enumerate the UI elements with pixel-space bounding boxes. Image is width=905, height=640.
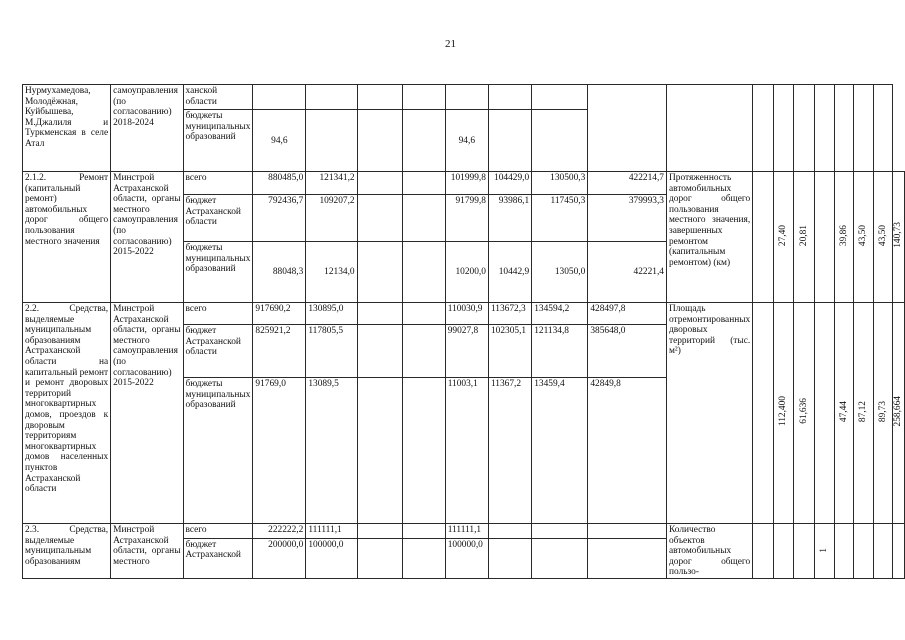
amount-cell: 379993,3 [588,195,667,242]
indicator-value [753,303,773,524]
funding-source: бюджеты муниципальных образований [183,110,253,172]
measure-name: 2.1.2. Ремонт (капитальный ремонт) автомобильных дорог общего пользования местного значения [23,172,111,303]
indicator-text: Площадь отремонтированных дворовых территорий (тыс. м²) [668,304,751,357]
indicator-description: Количество объектов автомобильных дорог общего пользо- [666,524,752,579]
page-number: 21 [445,38,456,50]
indicator-value: 112,400 [773,303,794,524]
amount-cell [588,538,667,578]
amount-cell: 134594,2 [532,303,588,325]
indicator-value: 39,86 [835,172,854,303]
amount-cell: 11367,2 [488,378,531,524]
amount-cell [357,378,402,524]
amount-cell [402,325,445,378]
amount-cell [402,378,445,524]
amount-cell: 91799,8 [445,195,488,242]
amount-cell: 13050,0 [532,242,588,303]
indicator-value [753,172,773,303]
amount-cell: 113672,3 [488,303,531,325]
amount-total: 222222,2 [253,524,306,539]
amount-cell [488,538,531,578]
measure-name: 2.2. Средства, выделяемые муниципальным образованиям Астраханской области на капитальный ремонт и ремонт дворовых территорий многоквартирных домов, проездов к дворовым территориям многоквартирных домов населенных пунктов Астраханской области [23,303,111,524]
indicator-value: 20,81 [794,172,815,303]
indicator-value: 87,12 [854,303,874,524]
indicator-description: Протяженность автомобильных дорог общего пользования местного значения, завершенных ремонтом (капитальным ремонтом) (км) [666,172,752,303]
funding-source: бюджет Астраханской области [183,195,253,242]
funding-source: ханской области [183,85,253,110]
amount-cell: 42221,4 [588,242,667,303]
amount-cell [402,524,445,539]
measure-name: Нурмухамедова, Молодёжная, Куйбышева, М.Джалиля и Туркменская в селе Атал [23,85,111,172]
table-row [23,303,905,325]
amount-cell: 121134,8 [532,325,588,378]
indicator-value [773,524,794,579]
amount-cell: 10442,9 [488,242,531,303]
funding-source: всего [183,303,253,325]
amount-cell: 12134,0 [306,242,357,303]
amount-cell: 385648,0 [588,325,667,378]
amount-cell: 428497,8 [588,303,667,325]
program-table [22,84,905,579]
amount-cell [357,538,402,578]
amount-cell [357,172,402,195]
amount-cell: 104429,0 [488,172,531,195]
indicator-value [753,524,773,579]
indicator-value [794,524,815,579]
amount-cell [357,325,402,378]
indicator-value: 1 [815,524,835,579]
amount-cell: 100000,0 [445,538,488,578]
amount-cell [357,195,402,242]
funding-source: бюджет Астраханской области [183,325,253,378]
indicator-value: 43,50 [874,172,893,303]
executor: Минстрой Астраханской области, органы местного [111,524,183,579]
amount-total: 917690,2 [253,303,306,325]
amount-cell: 110030,9 [445,303,488,325]
indicator-value: 43,50 [854,172,874,303]
amount-cell [357,242,402,303]
indicator-value: 89,73 [874,303,893,524]
amount-cell: 111111,1 [306,524,357,539]
amount-total: 825921,2 [253,325,306,378]
amount-cell: 93986,1 [488,195,531,242]
indicator-value [815,303,835,524]
indicator-value [835,524,854,579]
amount-cell [402,195,445,242]
amount-cell: 13089,5 [306,378,357,524]
amount-cell: 13459,4 [532,378,588,524]
amount-cell [488,524,531,539]
amount-total: 200000,0 [253,538,306,578]
indicator-description [666,303,752,524]
measure-name: 2.3. Средства, выделяемые муниципальным образованиям [23,524,111,579]
indicator-value [874,524,893,579]
amount-cell: 422214,7 [588,172,667,195]
executor: Минстрой Астраханской области, органы местного самоуправления (по согласованию) 2015-2022 [111,303,183,524]
amount-cell [402,303,445,325]
amount-cell: 109207,2 [306,195,357,242]
amount-cell [532,524,588,539]
amount-cell [357,524,402,539]
amount-cell: 94,6 [445,110,488,172]
indicator-value [854,524,874,579]
amount-cell: 121341,2 [306,172,357,195]
amount-cell: 101999,8 [445,172,488,195]
amount-cell: 42849,8 [588,378,667,524]
table-row [23,172,905,195]
executor: Минстрой Астраханской области, органы местного самоуправления (по согласованию) 2015-2022 [111,172,183,303]
indicator-value: 47,44 [835,303,854,524]
indicator-value: 140,73 [893,172,905,303]
amount-cell: 11003,1 [445,378,488,524]
amount-cell: 10200,0 [445,242,488,303]
amount-cell: 111111,1 [445,524,488,539]
funding-source: всего [183,524,253,539]
table-row [23,85,905,110]
indicator-value [893,524,905,579]
amount-total: 94,6 [253,110,306,172]
amount-cell [588,524,667,539]
amount-total: 792436,7 [253,195,306,242]
amount-cell [402,172,445,195]
indicator-value [815,172,835,303]
table-row [23,524,905,539]
amount-cell [357,303,402,325]
executor: самоуправления (по согласованию) 2018-2024 [111,85,183,172]
indicator-value: 258,664 [893,303,905,524]
amount-cell: 130895,0 [306,303,357,325]
amount-cell: 99027,8 [445,325,488,378]
amount-cell: 102305,1 [488,325,531,378]
amount-cell: 130500,3 [532,172,588,195]
indicator-value: 27,40 [773,172,794,303]
amount-cell: 117450,3 [532,195,588,242]
indicator-value: 61,636 [794,303,815,524]
amount-cell: 117805,5 [306,325,357,378]
amount-cell [402,538,445,578]
funding-source: бюджет Астраханской [183,538,253,578]
funding-source: бюджеты муниципальных образований [183,242,253,303]
amount-cell [402,242,445,303]
funding-source: всего [183,172,253,195]
amount-total: 88048,3 [253,242,306,303]
amount-total: 91769,0 [253,378,306,524]
amount-cell [532,538,588,578]
funding-source: бюджеты муниципальных образований [183,378,253,524]
amount-cell: 100000,0 [306,538,357,578]
amount-total: 880485,0 [253,172,306,195]
